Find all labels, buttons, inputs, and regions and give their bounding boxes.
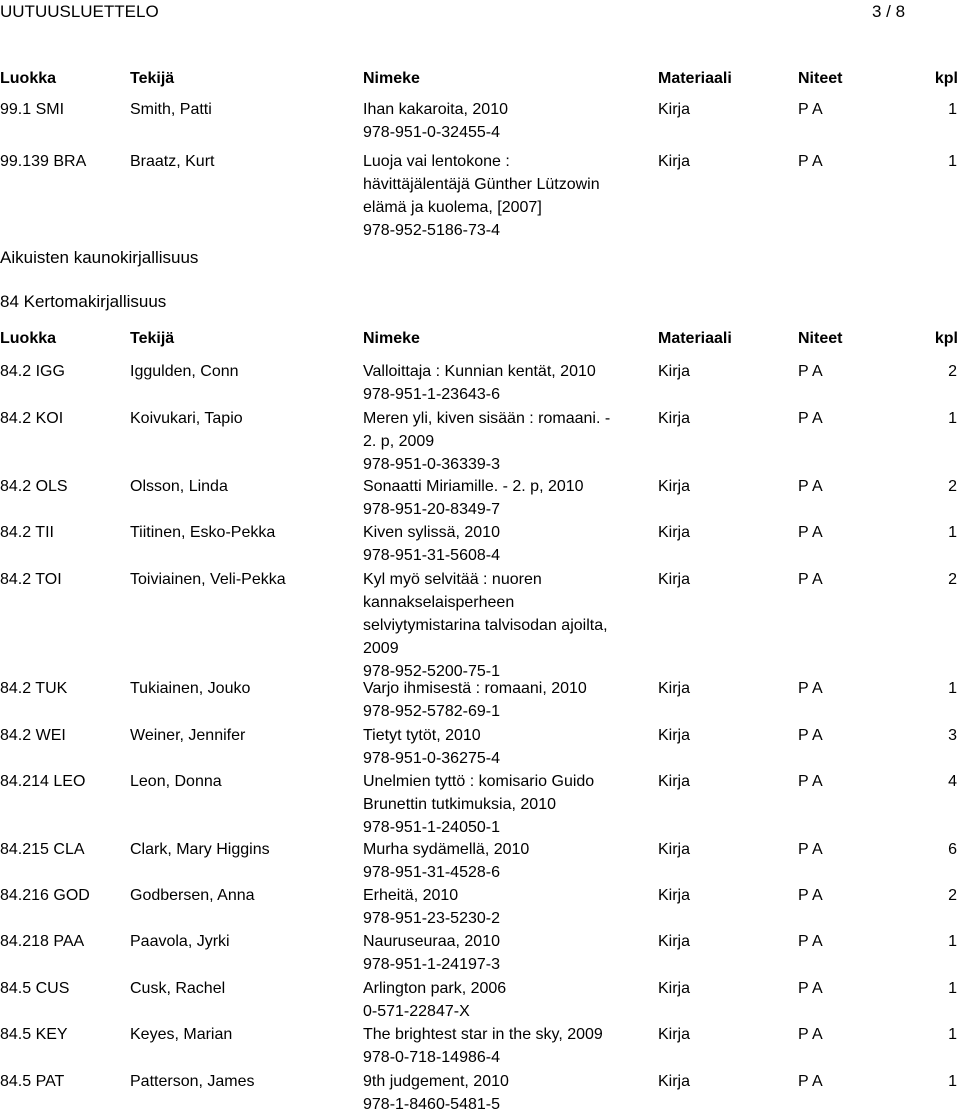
row-isbn: 978-1-8460-5481-5	[363, 1096, 500, 1113]
row-luokka: 84.2 IGG	[0, 363, 65, 380]
row-niteet: P A	[798, 478, 823, 495]
row-nimeke: kannakselaisperheen	[363, 594, 515, 611]
col-header-niteet: Niteet	[798, 70, 843, 87]
row-materiaali: Kirja	[658, 773, 691, 790]
row-isbn: 978-952-5782-69-1	[363, 703, 500, 720]
row-kpl: 3	[948, 727, 957, 744]
row-tekija: Koivukari, Tapio	[130, 410, 243, 427]
row-materiaali: Kirja	[658, 478, 691, 495]
row-nimeke: Brunettin tutkimuksia, 2010	[363, 796, 556, 813]
row-materiaali: Kirja	[658, 101, 691, 118]
row-isbn: 978-0-718-14986-4	[363, 1049, 500, 1066]
row-nimeke: hävittäjälentäjä Günther Lützowin	[363, 176, 600, 193]
row-isbn: 978-951-1-23643-6	[363, 386, 500, 403]
row-nimeke: Luoja vai lentokone :	[363, 153, 510, 170]
col-header-nimeke: Nimeke	[363, 330, 420, 347]
row-tekija: Paavola, Jyrki	[130, 933, 230, 950]
row-nimeke: Valloittaja : Kunnian kentät, 2010	[363, 363, 596, 380]
row-materiaali: Kirja	[658, 524, 691, 541]
row-luokka: 84.2 KOI	[0, 410, 64, 427]
row-kpl: 2	[948, 887, 957, 904]
row-nimeke: Murha sydämellä, 2010	[363, 841, 530, 858]
row-isbn: 978-951-0-36339-3	[363, 456, 500, 473]
row-isbn: 978-951-0-32455-4	[363, 124, 500, 141]
row-materiaali: Kirja	[658, 1026, 691, 1043]
row-luokka: 84.2 TUK	[0, 680, 68, 697]
row-materiaali: Kirja	[658, 887, 691, 904]
row-nimeke: elämä ja kuolema, [2007]	[363, 199, 542, 216]
col-header-nimeke: Nimeke	[363, 70, 420, 87]
row-luokka: 84.2 WEI	[0, 727, 66, 744]
row-kpl: 2	[948, 363, 957, 380]
row-tekija: Smith, Patti	[130, 101, 212, 118]
row-tekija: Toiviainen, Veli-Pekka	[130, 571, 286, 588]
row-kpl: 1	[948, 524, 957, 541]
col-header-tekija: Tekijä	[130, 70, 175, 87]
row-nimeke: 9th judgement, 2010	[363, 1073, 509, 1090]
row-isbn: 978-951-31-5608-4	[363, 547, 500, 564]
row-materiaali: Kirja	[658, 727, 691, 744]
row-nimeke: Erheitä, 2010	[363, 887, 459, 904]
row-niteet: P A	[798, 887, 823, 904]
row-nimeke: 2. p, 2009	[363, 433, 435, 450]
row-nimeke: Meren yli, kiven sisään : romaani. -	[363, 410, 611, 427]
row-niteet: P A	[798, 410, 823, 427]
row-luokka: 99.139 BRA	[0, 153, 87, 170]
section-title-kertomakirjallisuus: 84 Kertomakirjallisuus	[0, 292, 167, 311]
col-header-luokka: Luokka	[0, 330, 57, 347]
row-niteet: P A	[798, 841, 823, 858]
row-nimeke: selviytymistarina talvisodan ajoilta,	[363, 617, 608, 634]
row-nimeke: Tietyt tytöt, 2010	[363, 727, 481, 744]
row-materiaali: Kirja	[658, 153, 691, 170]
row-tekija: Tukiainen, Jouko	[130, 680, 251, 697]
row-niteet: P A	[798, 1073, 823, 1090]
row-luokka: 84.216 GOD	[0, 887, 90, 904]
row-kpl: 1	[948, 1026, 957, 1043]
row-luokka: 99.1 SMI	[0, 101, 65, 118]
row-luokka: 84.218 PAA	[0, 933, 85, 950]
row-luokka: 84.5 PAT	[0, 1073, 65, 1090]
row-tekija: Olsson, Linda	[130, 478, 228, 495]
row-materiaali: Kirja	[658, 933, 691, 950]
row-nimeke: Kiven sylissä, 2010	[363, 524, 500, 541]
row-isbn: 978-951-1-24050-1	[363, 819, 500, 836]
row-kpl: 2	[948, 571, 957, 588]
row-kpl: 1	[948, 680, 957, 697]
row-niteet: P A	[798, 980, 823, 997]
row-isbn: 978-951-31-4528-6	[363, 864, 500, 881]
row-niteet: P A	[798, 363, 823, 380]
col-header-kpl: kpl	[934, 330, 958, 347]
row-materiaali: Kirja	[658, 571, 691, 588]
row-materiaali: Kirja	[658, 1073, 691, 1090]
row-luokka: 84.2 TOI	[0, 571, 62, 588]
row-niteet: P A	[798, 524, 823, 541]
row-nimeke: Arlington park, 2006	[363, 980, 507, 997]
row-nimeke: Kyl myö selvitää : nuoren	[363, 571, 542, 588]
col-header-kpl: kpl	[934, 70, 958, 87]
row-tekija: Clark, Mary Higgins	[130, 841, 270, 858]
page-title: UUTUUSLUETTELO	[0, 2, 159, 21]
row-niteet: P A	[798, 1026, 823, 1043]
row-tekija: Patterson, James	[130, 1073, 255, 1090]
row-niteet: P A	[798, 933, 823, 950]
row-materiaali: Kirja	[658, 363, 691, 380]
row-kpl: 1	[948, 153, 957, 170]
row-tekija: Godbersen, Anna	[130, 887, 255, 904]
row-tekija: Keyes, Marian	[130, 1026, 233, 1043]
section-title-aikuisten: Aikuisten kaunokirjallisuus	[0, 248, 199, 267]
row-isbn: 978-951-20-8349-7	[363, 501, 500, 518]
page-number: 3 / 8	[872, 2, 906, 21]
row-luokka: 84.215 CLA	[0, 841, 85, 858]
row-niteet: P A	[798, 571, 823, 588]
row-tekija: Braatz, Kurt	[130, 153, 215, 170]
row-kpl: 6	[948, 841, 957, 858]
row-isbn: 978-952-5186-73-4	[363, 222, 500, 239]
row-nimeke: Sonaatti Miriamille. - 2. p, 2010	[363, 478, 584, 495]
row-luokka: 84.214 LEO	[0, 773, 86, 790]
col-header-materiaali: Materiaali	[658, 330, 732, 347]
row-materiaali: Kirja	[658, 841, 691, 858]
row-isbn: 978-952-5200-75-1	[363, 663, 500, 680]
row-nimeke: The brightest star in the sky, 2009	[363, 1026, 603, 1043]
row-tekija: Tiitinen, Esko-Pekka	[130, 524, 276, 541]
row-luokka: 84.2 OLS	[0, 478, 68, 495]
row-isbn: 978-951-23-5230-2	[363, 910, 500, 927]
row-materiaali: Kirja	[658, 410, 691, 427]
row-kpl: 1	[948, 980, 957, 997]
row-niteet: P A	[798, 101, 823, 118]
row-luokka: 84.5 CUS	[0, 980, 70, 997]
row-niteet: P A	[798, 727, 823, 744]
col-header-niteet: Niteet	[798, 330, 843, 347]
row-nimeke: Unelmien tyttö : komisario Guido	[363, 773, 595, 790]
col-header-materiaali: Materiaali	[658, 70, 732, 87]
row-kpl: 1	[948, 410, 957, 427]
row-isbn: 978-951-1-24197-3	[363, 956, 500, 973]
row-kpl: 1	[948, 933, 957, 950]
row-kpl: 1	[948, 1073, 957, 1090]
row-tekija: Cusk, Rachel	[130, 980, 226, 997]
row-materiaali: Kirja	[658, 980, 691, 997]
row-niteet: P A	[798, 153, 823, 170]
row-kpl: 4	[948, 773, 957, 790]
row-nimeke: Varjo ihmisestä : romaani, 2010	[363, 680, 587, 697]
row-nimeke: Ihan kakaroita, 2010	[363, 101, 508, 118]
row-tekija: Weiner, Jennifer	[130, 727, 246, 744]
row-materiaali: Kirja	[658, 680, 691, 697]
row-niteet: P A	[798, 773, 823, 790]
row-isbn: 0-571-22847-X	[363, 1003, 470, 1020]
col-header-tekija: Tekijä	[130, 330, 175, 347]
col-header-luokka: Luokka	[0, 70, 57, 87]
row-tekija: Leon, Donna	[130, 773, 222, 790]
row-kpl: 2	[948, 478, 957, 495]
row-niteet: P A	[798, 680, 823, 697]
row-luokka: 84.5 KEY	[0, 1026, 68, 1043]
row-nimeke: Nauruseuraa, 2010	[363, 933, 500, 950]
row-isbn: 978-951-0-36275-4	[363, 750, 500, 767]
row-nimeke: 2009	[363, 640, 399, 657]
row-luokka: 84.2 TII	[0, 524, 54, 541]
row-tekija: Iggulden, Conn	[130, 363, 239, 380]
row-kpl: 1	[948, 101, 957, 118]
